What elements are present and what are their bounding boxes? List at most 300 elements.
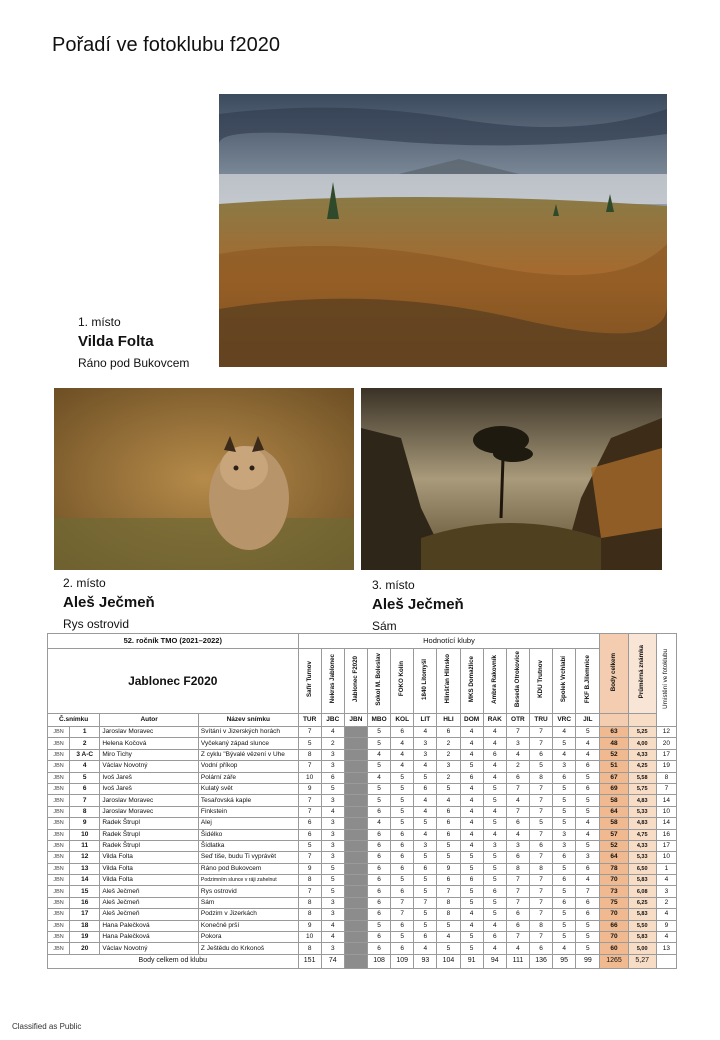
author-name: Vilda Folta (78, 333, 154, 350)
avg-cell: 5,33 (628, 806, 656, 817)
club-total-cell: 74 (321, 954, 344, 968)
jury-abbr: OTR (506, 714, 529, 727)
club-code: JBN (48, 738, 70, 749)
jury-header-cell (529, 649, 552, 714)
total-cell: 58 (600, 795, 628, 806)
score-cell: 4 (414, 727, 437, 738)
score-cell: 6 (506, 920, 529, 931)
score-cell: 5 (460, 932, 483, 943)
score-cell: 4 (460, 738, 483, 749)
score-cell: 4 (321, 932, 344, 943)
club-code: JBN (48, 897, 70, 908)
score-cell: 5 (414, 886, 437, 897)
table-row (48, 932, 677, 943)
score-cell: 8 (298, 943, 321, 954)
score-cell: 5 (437, 840, 460, 851)
table-row (48, 829, 677, 840)
score-cell: 5 (576, 795, 600, 806)
score-cell: 7 (576, 886, 600, 897)
score-cell: 7 (506, 783, 529, 794)
score-cell: 6 (367, 943, 390, 954)
score-cell: 3 (506, 840, 529, 851)
score-cell: 5 (437, 920, 460, 931)
score-cell: 7 (529, 783, 552, 794)
author-cell: Jaroslav Moravec (100, 795, 199, 806)
avg-cell: 5,83 (628, 875, 656, 886)
score-cell: 5 (391, 772, 414, 783)
score-cell: 8 (437, 897, 460, 908)
score-cell: 7 (529, 795, 552, 806)
score-cell: 6 (483, 749, 506, 760)
score-cell: 2 (506, 761, 529, 772)
score-cell: 7 (414, 897, 437, 908)
score-cell: 3 (414, 738, 437, 749)
score-cell: 6 (367, 932, 390, 943)
score-cell: 7 (506, 727, 529, 738)
jury-name: FOKO Kolín (398, 661, 406, 697)
score-cell: 6 (460, 875, 483, 886)
total-cell: 66 (600, 920, 628, 931)
score-cell: 5 (321, 783, 344, 794)
score-cell: 6 (367, 852, 390, 863)
title-cell: Tesařovská kaple (198, 795, 298, 806)
score-cell: 6 (576, 897, 600, 908)
score-cell (344, 772, 367, 783)
score-cell: 4 (414, 943, 437, 954)
total-cell: 78 (600, 863, 628, 874)
table-row (48, 818, 677, 829)
score-cell: 4 (321, 727, 344, 738)
total-header (600, 634, 628, 714)
table-row (48, 738, 677, 749)
score-cell: 7 (529, 875, 552, 886)
score-cell: 4 (576, 749, 600, 760)
score-cell: 7 (529, 886, 552, 897)
rank-cell: 4 (656, 909, 676, 920)
jury-header-cell (298, 649, 321, 714)
table-row (48, 749, 677, 760)
jury-name: MKS Domažlice (467, 655, 475, 703)
score-cell: 9 (298, 783, 321, 794)
score-cell: 4 (553, 727, 576, 738)
total-cell: 58 (600, 818, 628, 829)
score-cell: 6 (553, 852, 576, 863)
score-cell: 5 (553, 932, 576, 943)
score-cell: 5 (460, 943, 483, 954)
score-cell: 5 (414, 920, 437, 931)
total-cell: 70 (600, 909, 628, 920)
score-cell: 5 (576, 932, 600, 943)
club-code: JBN (48, 852, 70, 863)
author-name: Aleš Ječmeň (372, 596, 464, 613)
total-abbr-cell (600, 714, 628, 727)
total-cell: 64 (600, 852, 628, 863)
jury-header-cell (460, 649, 483, 714)
score-cell: 7 (506, 897, 529, 908)
edition-header: 52. ročník TMO (2021–2022) (48, 634, 299, 649)
photo-number: 17 (70, 909, 100, 920)
score-cell: 5 (367, 727, 390, 738)
score-cell: 5 (576, 727, 600, 738)
score-cell: 5 (483, 852, 506, 863)
photo-number: 11 (70, 840, 100, 851)
avg-cell: 4,83 (628, 795, 656, 806)
place-label: 3. místo (372, 578, 415, 592)
score-cell: 4 (460, 727, 483, 738)
score-cell: 6 (483, 886, 506, 897)
score-cell (344, 738, 367, 749)
classification-footer: Classified as Public (12, 1022, 82, 1031)
score-cell: 4 (437, 932, 460, 943)
table-row (48, 840, 677, 851)
score-cell: 5 (576, 772, 600, 783)
score-cell: 6 (553, 875, 576, 886)
jury-abbr: TRU (529, 714, 552, 727)
jury-name: Safír Turnov (305, 661, 313, 697)
grand-total-cell: 1265 (600, 954, 628, 968)
club-code: JBN (48, 886, 70, 897)
title-cell: Vodní příkop (198, 761, 298, 772)
photo-number: 20 (70, 943, 100, 954)
totals-row (48, 954, 677, 968)
score-cell: 4 (414, 761, 437, 772)
photo-number: 9 (70, 818, 100, 829)
club-total-cell: 151 (298, 954, 321, 968)
score-cell: 3 (321, 818, 344, 829)
table-row (48, 783, 677, 794)
score-cell: 2 (321, 738, 344, 749)
score-cell: 5 (391, 875, 414, 886)
title-cell: Finkstein (198, 806, 298, 817)
score-cell: 5 (367, 783, 390, 794)
table-row (48, 897, 677, 908)
col-author-header: Autor (100, 714, 199, 727)
score-cell: 8 (298, 749, 321, 760)
score-cell: 6 (367, 829, 390, 840)
score-cell (344, 897, 367, 908)
score-cell: 6 (321, 772, 344, 783)
rank-cell: 13 (656, 943, 676, 954)
score-cell: 4 (460, 920, 483, 931)
score-cell: 5 (483, 795, 506, 806)
score-cell: 3 (321, 909, 344, 920)
score-cell: 7 (298, 886, 321, 897)
score-cell: 5 (391, 795, 414, 806)
score-cell (344, 806, 367, 817)
score-cell: 6 (298, 829, 321, 840)
score-cell: 3 (553, 761, 576, 772)
photo-number: 16 (70, 897, 100, 908)
score-cell: 8 (298, 909, 321, 920)
score-cell: 5 (460, 886, 483, 897)
score-cell: 7 (529, 829, 552, 840)
score-cell: 5 (414, 818, 437, 829)
title-cell: Kulatý svět (198, 783, 298, 794)
rank-cell: 4 (656, 932, 676, 943)
score-cell (344, 818, 367, 829)
score-cell: 6 (506, 852, 529, 863)
club-total-cell: 108 (367, 954, 390, 968)
club-total-cell: 93 (414, 954, 437, 968)
rank-cell: 17 (656, 749, 676, 760)
avg-cell: 4,25 (628, 761, 656, 772)
photo-number: 5 (70, 772, 100, 783)
score-cell: 4 (483, 727, 506, 738)
score-cell: 3 (321, 749, 344, 760)
title-cell: Šídlatka (198, 840, 298, 851)
photo-number: 4 (70, 761, 100, 772)
club-code: JBN (48, 920, 70, 931)
photo-number: 12 (70, 852, 100, 863)
club-code: JBN (48, 727, 70, 738)
score-cell: 5 (553, 920, 576, 931)
rank-cell: 2 (656, 897, 676, 908)
title-cell: Seď tiše, budu Ti vyprávět (198, 852, 298, 863)
title-cell: Sám (198, 897, 298, 908)
author-cell: Helena Kočová (100, 738, 199, 749)
score-cell: 4 (483, 738, 506, 749)
club-code: JBN (48, 840, 70, 851)
photo-number: 10 (70, 829, 100, 840)
score-cell: 4 (367, 818, 390, 829)
results-table (47, 633, 677, 987)
total-header-label: Body celkem (610, 652, 617, 692)
score-cell: 7 (298, 852, 321, 863)
score-cell: 3 (576, 852, 600, 863)
photo-number: 2 (70, 738, 100, 749)
score-cell: 4 (460, 806, 483, 817)
rank-cell: 4 (656, 875, 676, 886)
score-cell (344, 852, 367, 863)
score-cell: 4 (483, 829, 506, 840)
club-total-cell: 91 (460, 954, 483, 968)
grand-avg-cell: 5,27 (628, 954, 656, 968)
score-cell: 6 (460, 772, 483, 783)
score-cell: 4 (321, 806, 344, 817)
jury-abbr: RAK (483, 714, 506, 727)
score-cell: 5 (321, 886, 344, 897)
club-code: JBN (48, 909, 70, 920)
score-cell: 10 (298, 772, 321, 783)
avg-cell: 6,25 (628, 897, 656, 908)
jury-header-cell (321, 649, 344, 714)
jury-name: Beseda Otrokovice (513, 650, 521, 708)
score-cell: 4 (483, 920, 506, 931)
rank-cell: 14 (656, 795, 676, 806)
work-title: Ráno pod Bukovcem (78, 356, 190, 370)
table-row (48, 943, 677, 954)
avg-cell: 6,08 (628, 886, 656, 897)
work-title: Rys ostrovid (63, 617, 130, 631)
total-cell: 48 (600, 738, 628, 749)
score-cell: 6 (367, 909, 390, 920)
rank-cell: 10 (656, 852, 676, 863)
jury-header-cell (344, 649, 367, 714)
score-cell: 4 (506, 943, 529, 954)
score-cell: 6 (437, 727, 460, 738)
author-cell: Jaroslav Moravec (100, 727, 199, 738)
photo-number: 1 (70, 727, 100, 738)
score-cell: 5 (576, 920, 600, 931)
score-cell: 6 (506, 909, 529, 920)
table-row (48, 852, 677, 863)
table-row (48, 795, 677, 806)
table-row (48, 806, 677, 817)
author-cell: Vilda Folta (100, 852, 199, 863)
photo-number: 19 (70, 932, 100, 943)
club-code: JBN (48, 783, 70, 794)
title-cell: Polární záře (198, 772, 298, 783)
score-cell: 3 (321, 840, 344, 851)
score-cell: 6 (367, 806, 390, 817)
score-cell: 4 (391, 749, 414, 760)
score-cell: 8 (437, 909, 460, 920)
total-cell: 60 (600, 943, 628, 954)
score-cell: 7 (298, 727, 321, 738)
jury-abbr: JIL (576, 714, 600, 727)
jury-abbr: VRC (553, 714, 576, 727)
score-cell: 7 (529, 897, 552, 908)
total-cell: 64 (600, 806, 628, 817)
score-cell: 4 (483, 772, 506, 783)
jury-header-cell (414, 649, 437, 714)
score-cell: 3 (553, 829, 576, 840)
avg-cell: 4,00 (628, 738, 656, 749)
score-cell: 3 (321, 943, 344, 954)
score-cell: 4 (367, 749, 390, 760)
title-cell: Pokora (198, 932, 298, 943)
score-cell (344, 863, 367, 874)
score-cell: 2 (437, 738, 460, 749)
score-cell: 4 (460, 818, 483, 829)
photo-number: 18 (70, 920, 100, 931)
score-cell: 7 (437, 886, 460, 897)
title-cell: Vyčekaný západ slunce (198, 738, 298, 749)
jury-header-cell (437, 649, 460, 714)
score-cell: 5 (553, 795, 576, 806)
score-cell (344, 920, 367, 931)
score-cell: 2 (437, 772, 460, 783)
jury-abbr: DOM (460, 714, 483, 727)
title-cell: Z cyklu "Bývalé vězení v Uhe (198, 749, 298, 760)
caption-second-place (63, 576, 155, 631)
score-cell: 5 (414, 909, 437, 920)
club-code: JBN (48, 875, 70, 886)
score-cell: 6 (576, 761, 600, 772)
avg-cell: 5,33 (628, 852, 656, 863)
avg-cell: 4,83 (628, 818, 656, 829)
author-cell: Ivoš Jareš (100, 772, 199, 783)
score-cell: 6 (576, 783, 600, 794)
score-cell: 6 (483, 932, 506, 943)
total-cell: 52 (600, 840, 628, 851)
score-cell: 7 (391, 897, 414, 908)
total-cell: 67 (600, 772, 628, 783)
score-cell: 8 (529, 863, 552, 874)
score-cell: 9 (298, 920, 321, 931)
score-cell: 3 (506, 738, 529, 749)
score-cell: 6 (391, 943, 414, 954)
score-cell: 7 (506, 806, 529, 817)
score-cell: 5 (391, 783, 414, 794)
table-row (48, 875, 677, 886)
author-cell: Radek Štrupl (100, 840, 199, 851)
jury-name: KDÚ Trutnov (537, 660, 545, 698)
rank-cell: 8 (656, 772, 676, 783)
score-cell: 6 (529, 943, 552, 954)
score-cell: 5 (553, 738, 576, 749)
score-cell (344, 909, 367, 920)
score-cell: 6 (506, 772, 529, 783)
score-cell: 4 (483, 761, 506, 772)
score-cell: 6 (437, 806, 460, 817)
jury-abbr: MBO (367, 714, 390, 727)
club-total-cell: 136 (529, 954, 552, 968)
table-row (48, 863, 677, 874)
score-cell: 6 (529, 749, 552, 760)
score-cell (344, 783, 367, 794)
score-cell: 4 (391, 761, 414, 772)
score-cell (344, 795, 367, 806)
score-cell: 5 (414, 772, 437, 783)
jury-abbr: HLI (437, 714, 460, 727)
table-row (48, 909, 677, 920)
avg-cell: 4,33 (628, 749, 656, 760)
club-code: JBN (48, 806, 70, 817)
score-cell: 6 (553, 772, 576, 783)
score-cell: 6 (576, 909, 600, 920)
score-cell: 6 (391, 920, 414, 931)
score-cell: 5 (414, 852, 437, 863)
table-row (48, 886, 677, 897)
total-cell: 73 (600, 886, 628, 897)
title-cell: Alej (198, 818, 298, 829)
score-cell: 5 (553, 806, 576, 817)
total-cell: 70 (600, 932, 628, 943)
place-label: 1. místo (78, 315, 121, 329)
author-cell: Jaroslav Moravec (100, 806, 199, 817)
title-cell: Podzimním slunce v ráji zahelnut (198, 875, 298, 886)
score-cell: 6 (367, 875, 390, 886)
rank-cell: 10 (656, 806, 676, 817)
score-cell: 6 (367, 840, 390, 851)
avg-cell: 5,75 (628, 783, 656, 794)
score-cell: 7 (506, 932, 529, 943)
score-cell: 5 (483, 863, 506, 874)
score-cell: 4 (414, 829, 437, 840)
score-cell: 4 (460, 909, 483, 920)
jury-name: FKF B.Jilemnice (583, 654, 591, 704)
score-cell: 5 (483, 909, 506, 920)
author-cell: Hana Palečková (100, 932, 199, 943)
avg-abbr-cell (628, 714, 656, 727)
score-cell: 5 (529, 761, 552, 772)
jury-name: Spolek Vrchlabí (560, 655, 568, 703)
total-cell: 63 (600, 727, 628, 738)
score-cell (344, 875, 367, 886)
jury-header-cell (576, 649, 600, 714)
score-cell: 6 (414, 932, 437, 943)
score-cell: 5 (460, 852, 483, 863)
score-cell: 5 (298, 738, 321, 749)
total-cell: 69 (600, 783, 628, 794)
score-cell: 5 (553, 783, 576, 794)
score-cell: 6 (437, 875, 460, 886)
title-cell: Podzim v Jizerkách (198, 909, 298, 920)
avg-cell: 5,00 (628, 943, 656, 954)
avg-header-label: Průměrná známka (638, 645, 646, 699)
jury-name: 1840 Litomyšl (421, 658, 429, 700)
